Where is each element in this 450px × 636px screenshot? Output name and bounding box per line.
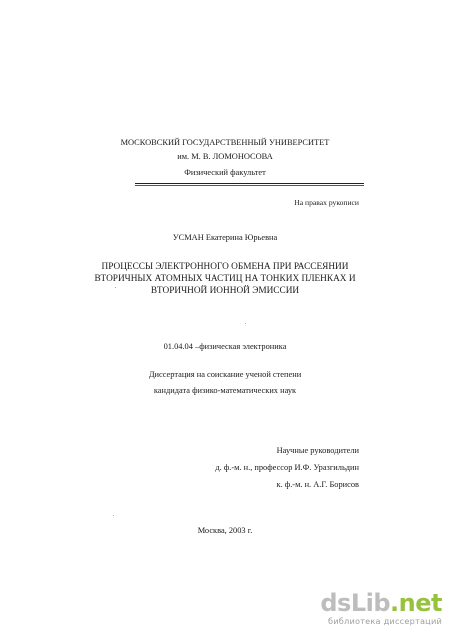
watermark[interactable] — [320, 589, 442, 630]
author-name: УСМАН Екатерина Юрьевна — [172, 233, 278, 242]
logo-text-main: dsLib — [320, 589, 391, 617]
header-divider-thin — [135, 185, 364, 186]
university-name: МОСКОВСКИЙ ГОСУДАРСТВЕННЫЙ УНИВЕРСИТЕТ — [120, 138, 330, 147]
logo-text-domain: .net — [390, 589, 442, 617]
supervisors-block — [215, 442, 359, 493]
supervisor-second: к. ф.-м. н. А.Г. Борисов — [276, 480, 359, 489]
scan-speck — [245, 323, 246, 324]
watermark-caption: библиотека диссертаций — [328, 616, 442, 626]
title-line-1: ПРОЦЕССЫ ЭЛЕКТРОННОГО ОБМЕНА ПРИ РАССЕЯНИИ — [101, 262, 349, 272]
place-and-year: Москва, 2003 г. — [197, 526, 253, 535]
watermark-logo[interactable] — [320, 590, 442, 616]
header-divider-thick — [135, 183, 364, 184]
dissertation-degree-line-1: Диссертация на соискание ученой степени — [148, 370, 302, 379]
dissertation-title — [0, 261, 450, 297]
dissertation-degree-line-2: кандидата физико-математических наук — [153, 386, 297, 395]
scan-speck — [113, 515, 114, 516]
named-after: им. М. В. ЛОМОНОСОВА — [177, 152, 273, 161]
faculty-name: Физический факультет — [184, 168, 266, 177]
title-line-3: ВТОРИЧНОЙ ИОННОЙ ЭМИССИИ — [150, 286, 300, 296]
specialty-code: 01.04.04 –физическая электроника — [163, 342, 287, 351]
rights-note: На правах рукописи — [294, 198, 359, 207]
title-line-2: ВТОРИЧНЫХ АТОМНЫХ ЧАСТИЦ НА ТОНКИХ ПЛЕНКАХ И — [94, 274, 356, 284]
supervisors-heading: Научные руководители — [276, 446, 359, 455]
supervisor-first: д. ф.-м. н., профессор И.Ф. Уразгильдин — [215, 463, 359, 472]
